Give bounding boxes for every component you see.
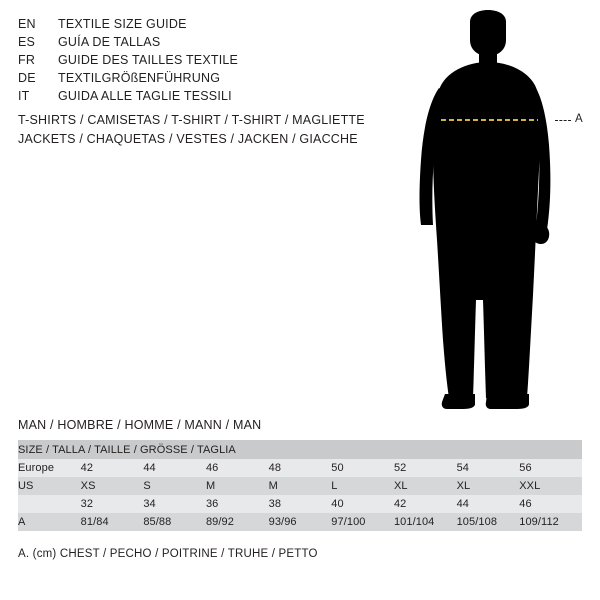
cell: 52 <box>394 459 457 477</box>
row-label: US <box>18 477 81 495</box>
cell: XS <box>81 477 144 495</box>
category-tshirts: T-SHIRTS / CAMISETAS / T-SHIRT / T-SHIRT / MAGLIETTE <box>18 113 365 127</box>
table-row <box>18 513 582 531</box>
language-code: IT <box>18 89 30 103</box>
table-row <box>18 477 582 495</box>
size-table <box>18 440 582 531</box>
row-label: A <box>18 513 81 531</box>
category-list <box>18 111 398 149</box>
cell: 101/104 <box>394 513 457 531</box>
cell: 105/108 <box>457 513 520 531</box>
cell: 50 <box>331 459 394 477</box>
language-row <box>18 33 378 51</box>
male-silhouette-figure <box>395 10 600 410</box>
language-text: TEXTILGRÖßENFÜHRUNG <box>58 71 221 85</box>
cell: 44 <box>457 495 520 513</box>
language-code: DE <box>18 71 36 85</box>
language-text: TEXTILE SIZE GUIDE <box>58 17 187 31</box>
cell: 42 <box>394 495 457 513</box>
silhouette-icon <box>395 10 600 410</box>
cell: 85/88 <box>143 513 206 531</box>
cell: 36 <box>206 495 269 513</box>
row-label <box>18 495 81 513</box>
table-header-row <box>18 440 582 459</box>
cell: S <box>143 477 206 495</box>
language-list <box>18 15 378 105</box>
cell: 46 <box>519 495 582 513</box>
category-jackets: JACKETS / CHAQUETAS / VESTES / JACKEN / GIACCHE <box>18 132 358 146</box>
cell: 89/92 <box>206 513 269 531</box>
cell: 97/100 <box>331 513 394 531</box>
row-label: Europe <box>18 459 81 477</box>
table-row <box>18 459 582 477</box>
language-code: EN <box>18 17 36 31</box>
language-code: FR <box>18 53 36 67</box>
cell: 109/112 <box>519 513 582 531</box>
cell: 54 <box>457 459 520 477</box>
language-code: ES <box>18 35 36 49</box>
cell: 34 <box>143 495 206 513</box>
size-table-wrapper <box>18 440 582 531</box>
cell: 56 <box>519 459 582 477</box>
language-text: GUÍA DE TALLAS <box>58 35 161 49</box>
cell: M <box>206 477 269 495</box>
measure-label-a: A <box>575 113 583 125</box>
cell: XXL <box>519 477 582 495</box>
cell: 48 <box>269 459 332 477</box>
cell: XL <box>457 477 520 495</box>
cell: 46 <box>206 459 269 477</box>
language-row <box>18 15 378 33</box>
language-text: GUIDE DES TAILLES TEXTILE <box>58 53 239 67</box>
cell: 81/84 <box>81 513 144 531</box>
cell: 93/96 <box>269 513 332 531</box>
measure-leader-line <box>555 120 571 122</box>
cell: 32 <box>81 495 144 513</box>
table-header-label: SIZE / TALLA / TAILLE / GRÖSSE / TAGLIA <box>18 440 582 459</box>
language-row <box>18 87 378 105</box>
table-row <box>18 495 582 513</box>
cell: 40 <box>331 495 394 513</box>
cell: 38 <box>269 495 332 513</box>
cell: M <box>269 477 332 495</box>
cell: 42 <box>81 459 144 477</box>
cell: L <box>331 477 394 495</box>
footnote-chest-measure: A. (cm) CHEST / PECHO / POITRINE / TRUHE / PETTO <box>18 548 318 560</box>
cell: 44 <box>143 459 206 477</box>
language-row <box>18 69 378 87</box>
language-row <box>18 51 378 69</box>
language-text: GUIDA ALLE TAGLIE TESSILI <box>58 89 232 103</box>
cell: XL <box>394 477 457 495</box>
table-section-title: MAN / HOMBRE / HOMME / MANN / MAN <box>18 418 262 432</box>
